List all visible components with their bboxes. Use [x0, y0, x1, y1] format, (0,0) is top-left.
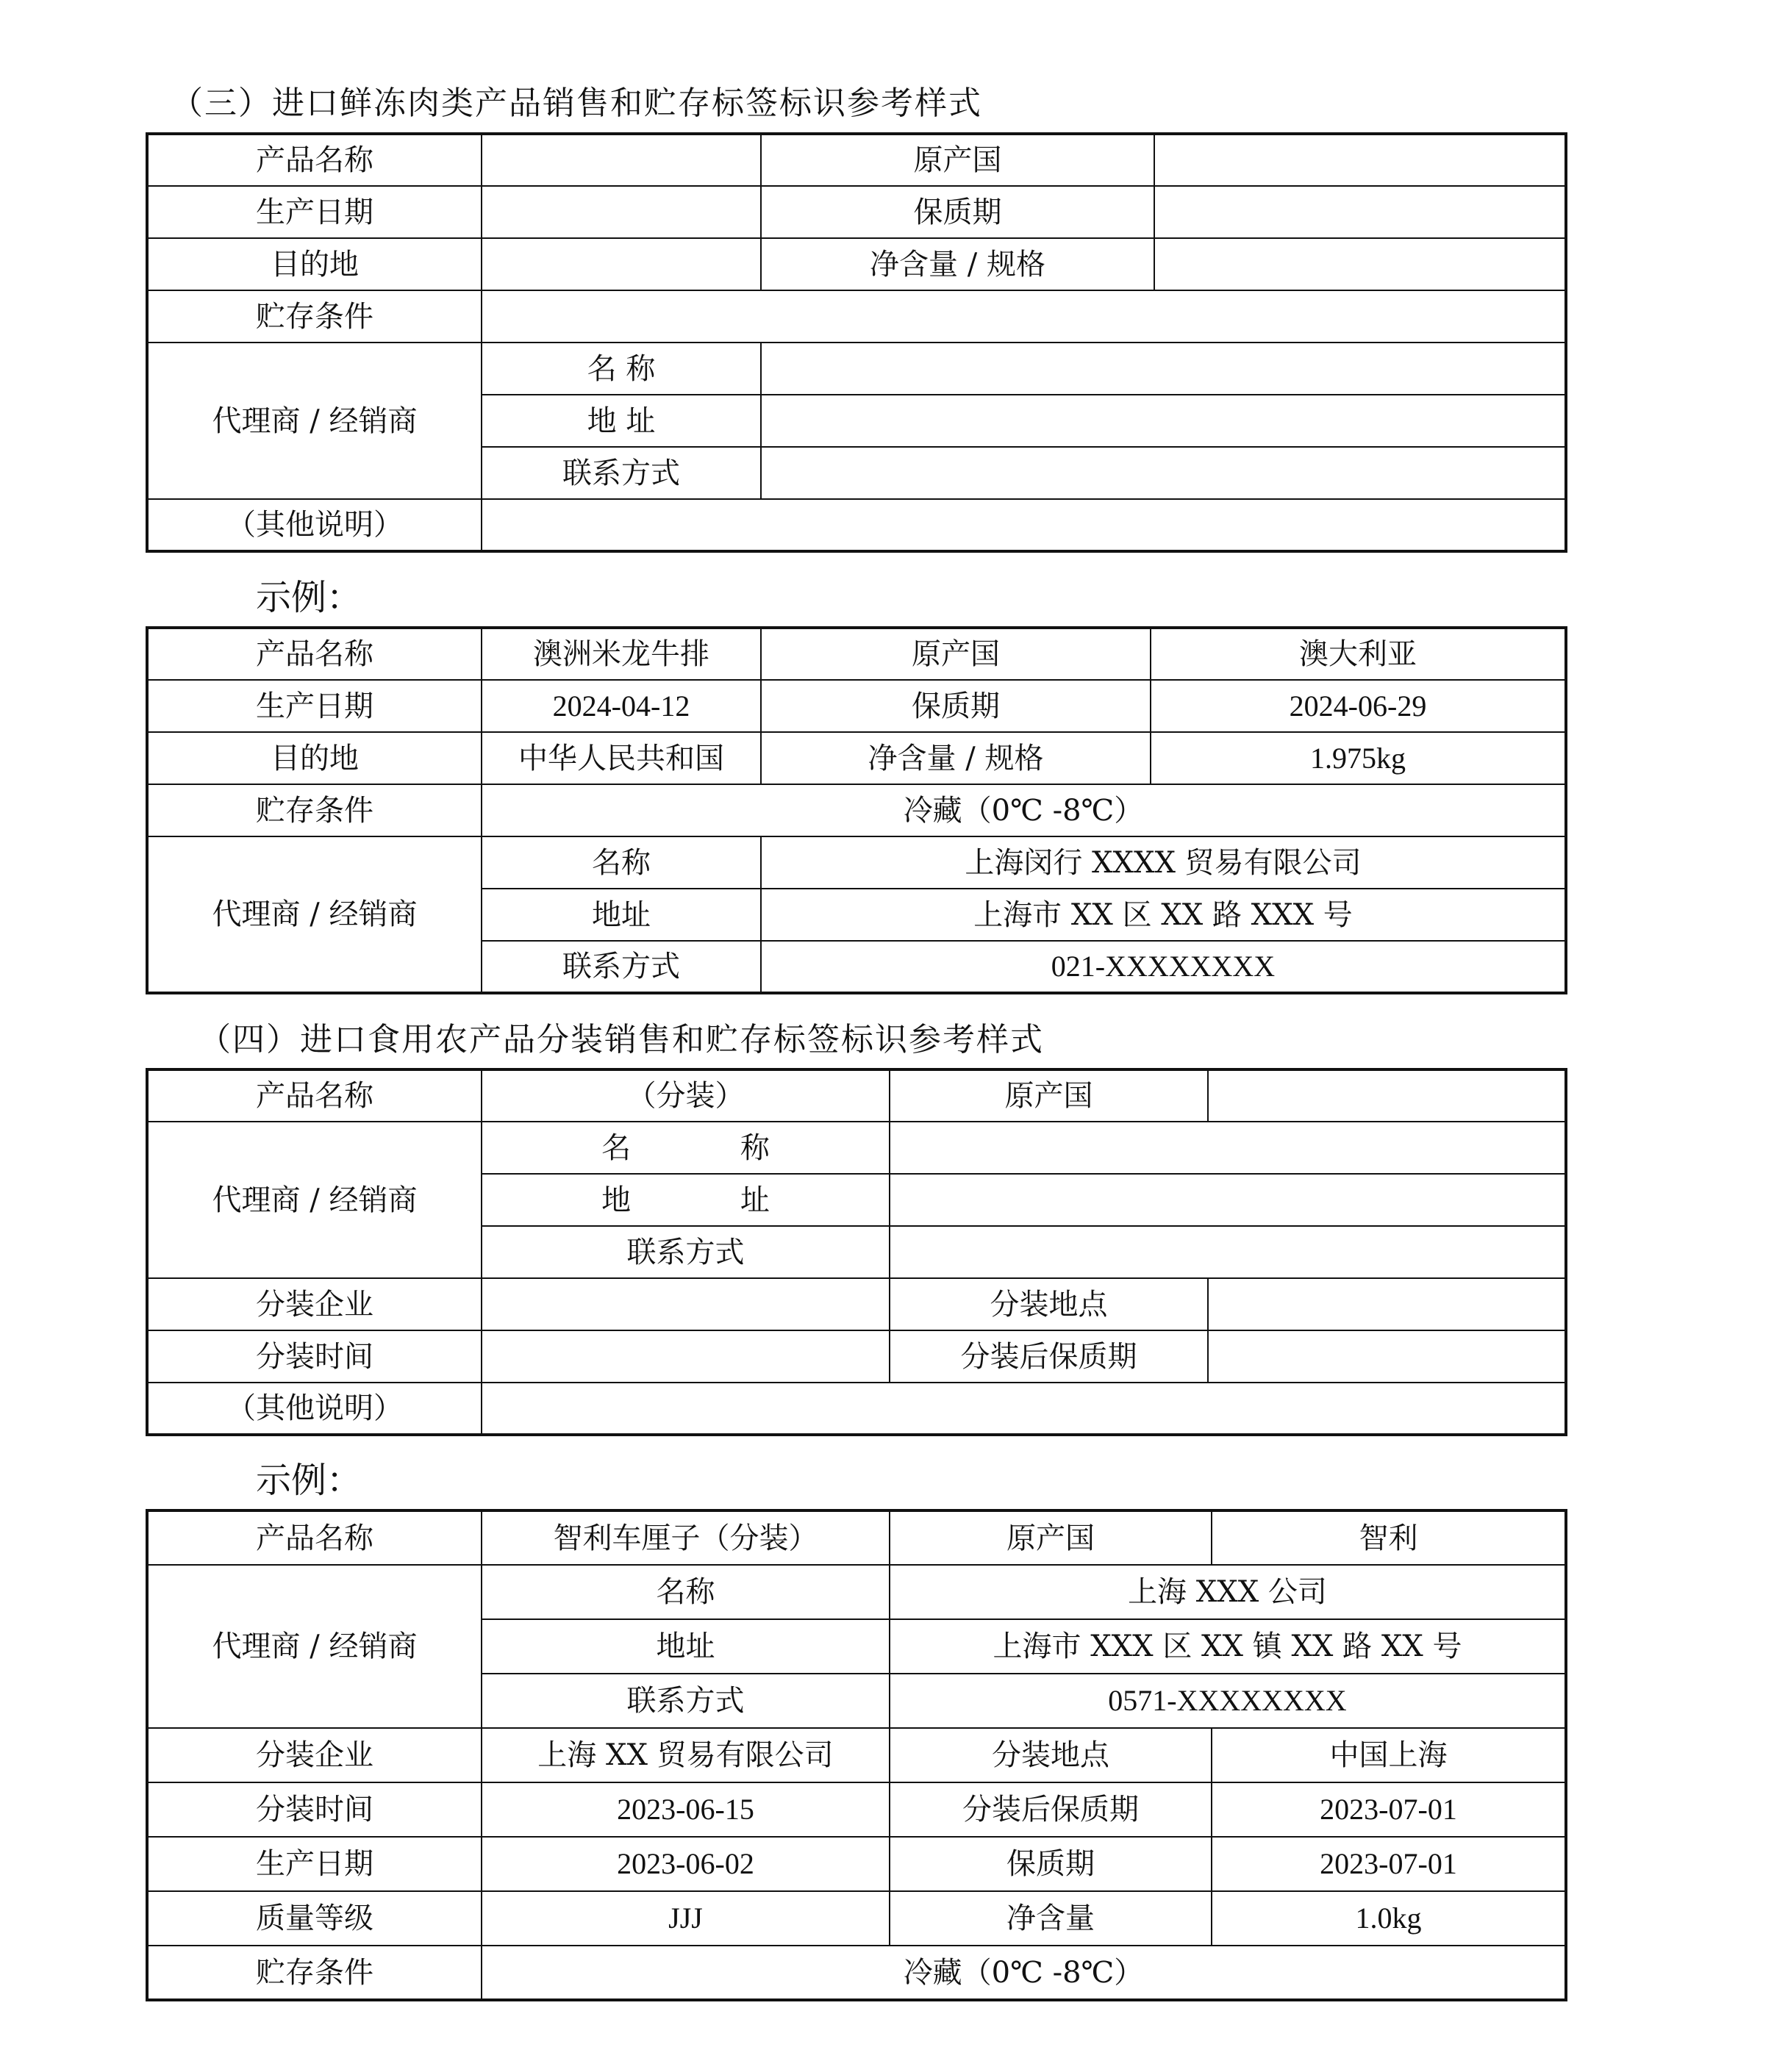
example-label: 示例：	[256, 577, 362, 618]
net-content-value: 1.975kg	[1151, 732, 1566, 784]
agent-name-label: 名 称	[482, 1122, 890, 1174]
agent-contact-label: 联系方式	[482, 447, 761, 499]
agent-name-value: 上海 XXX 公司	[890, 1565, 1566, 1619]
shelf-life-field[interactable]	[1154, 186, 1566, 238]
shelf-life-label: 保质期	[761, 680, 1151, 732]
storage-value: 冷藏（0℃ -8℃）	[482, 1946, 1566, 2000]
production-date-value: 2024-04-12	[482, 680, 761, 732]
repack-company-label: 分装企业	[147, 1728, 482, 1782]
meat-label-template-table	[146, 132, 1567, 553]
repack-company-value: 上海 XX 贸易有限公司	[482, 1728, 890, 1782]
storage-value: 冷藏（0℃ -8℃）	[482, 784, 1566, 836]
section3-heading: （三）进口鲜冻肉类产品销售和贮存标签标识参考样式	[171, 85, 982, 122]
repack-shelf-life-label: 分装后保质期	[890, 1782, 1212, 1837]
other-notes-field[interactable]	[482, 499, 1566, 551]
meat-label-example-table	[146, 626, 1567, 994]
product-name-value: 澳洲米龙牛排	[482, 628, 761, 680]
production-date-label: 生产日期	[147, 186, 482, 238]
agent-address-value: 上海市 XXX 区 XX 镇 XX 路 XX 号	[890, 1619, 1566, 1674]
storage-field[interactable]	[482, 290, 1566, 343]
destination-label: 目的地	[147, 732, 482, 784]
grade-value: JJJ	[482, 1891, 890, 1946]
other-notes-label: （其他说明）	[147, 1383, 482, 1435]
origin-label: 原产国	[761, 628, 1151, 680]
agent-contact-label: 联系方式	[482, 941, 761, 993]
origin-field[interactable]	[1154, 134, 1566, 186]
origin-label: 原产国	[761, 134, 1154, 186]
repack-time-field[interactable]	[482, 1330, 890, 1383]
example-label: 示例：	[256, 1460, 362, 1501]
repack-place-label: 分装地点	[890, 1728, 1212, 1782]
origin-value: 智利	[1212, 1510, 1566, 1565]
repack-shelf-life-value: 2023-07-01	[1212, 1782, 1566, 1837]
shelf-life-value: 2024-06-29	[1151, 680, 1566, 732]
net-content-field[interactable]	[1154, 238, 1566, 290]
agent-label: 代理商 / 经销商	[147, 1565, 482, 1728]
agent-address-field[interactable]	[761, 395, 1566, 447]
origin-label: 原产国	[890, 1069, 1208, 1122]
production-date-label: 生产日期	[147, 1837, 482, 1891]
destination-value: 中华人民共和国	[482, 732, 761, 784]
storage-label: 贮存条件	[147, 1946, 482, 2000]
agent-address-value: 上海市 XX 区 XX 路 XXX 号	[761, 889, 1566, 941]
production-date-label: 生产日期	[147, 680, 482, 732]
agent-name-field[interactable]	[890, 1122, 1566, 1174]
repack-place-value: 中国上海	[1212, 1728, 1566, 1782]
agent-contact-label: 联系方式	[482, 1674, 890, 1728]
repack-company-label: 分装企业	[147, 1278, 482, 1330]
other-notes-field[interactable]	[482, 1383, 1566, 1435]
destination-label: 目的地	[147, 238, 482, 290]
agent-address-label: 地址	[482, 889, 761, 941]
repack-company-field[interactable]	[482, 1278, 890, 1330]
section4-heading: （四）进口食用农产品分装销售和贮存标签标识参考样式	[199, 1021, 1044, 1058]
net-content-label: 净含量 / 规格	[761, 732, 1151, 784]
agent-contact-label: 联系方式	[482, 1226, 890, 1278]
repack-label-template-table	[146, 1068, 1567, 1436]
agent-address-field[interactable]	[890, 1174, 1566, 1226]
net-content-value: 1.0kg	[1212, 1891, 1566, 1946]
agent-label: 代理商 / 经销商	[147, 343, 482, 499]
agent-name-label: 名称	[482, 836, 761, 889]
repack-time-value: 2023-06-15	[482, 1782, 890, 1837]
repack-label-example-table	[146, 1509, 1567, 2001]
repack-place-label: 分装地点	[890, 1278, 1208, 1330]
agent-address-label: 地 址	[482, 395, 761, 447]
agent-contact-field[interactable]	[890, 1226, 1566, 1278]
agent-name-value: 上海闵行 XXXX 贸易有限公司	[761, 836, 1566, 889]
agent-label: 代理商 / 经销商	[147, 836, 482, 993]
product-name-field[interactable]: （分装）	[482, 1069, 890, 1122]
repack-shelf-life-field[interactable]	[1208, 1330, 1566, 1383]
shelf-life-label: 保质期	[890, 1837, 1212, 1891]
origin-field[interactable]	[1208, 1069, 1566, 1122]
agent-name-label: 名 称	[482, 343, 761, 395]
product-name-field[interactable]	[482, 134, 761, 186]
product-name-label: 产品名称	[147, 628, 482, 680]
grade-label: 质量等级	[147, 1891, 482, 1946]
storage-label: 贮存条件	[147, 784, 482, 836]
other-notes-label: （其他说明）	[147, 499, 482, 551]
agent-name-label: 名称	[482, 1565, 890, 1619]
agent-label: 代理商 / 经销商	[147, 1122, 482, 1278]
agent-address-label: 地址	[482, 1619, 890, 1674]
agent-name-field[interactable]	[761, 343, 1566, 395]
agent-contact-field[interactable]	[761, 447, 1566, 499]
product-name-label: 产品名称	[147, 1510, 482, 1565]
origin-label: 原产国	[890, 1510, 1212, 1565]
shelf-life-label: 保质期	[761, 186, 1154, 238]
production-date-value: 2023-06-02	[482, 1837, 890, 1891]
repack-shelf-life-label: 分装后保质期	[890, 1330, 1208, 1383]
destination-field[interactable]	[482, 238, 761, 290]
origin-value: 澳大利亚	[1151, 628, 1566, 680]
repack-place-field[interactable]	[1208, 1278, 1566, 1330]
production-date-field[interactable]	[482, 186, 761, 238]
net-content-label: 净含量 / 规格	[761, 238, 1154, 290]
agent-address-label: 地 址	[482, 1174, 890, 1226]
net-content-label: 净含量	[890, 1891, 1212, 1946]
product-name-label: 产品名称	[147, 1069, 482, 1122]
product-name-value: 智利车厘子（分装）	[482, 1510, 890, 1565]
storage-label: 贮存条件	[147, 290, 482, 343]
repack-time-label: 分装时间	[147, 1782, 482, 1837]
agent-contact-value: 021-XXXXXXXX	[761, 941, 1566, 993]
shelf-life-value: 2023-07-01	[1212, 1837, 1566, 1891]
repack-time-label: 分装时间	[147, 1330, 482, 1383]
product-name-label: 产品名称	[147, 134, 482, 186]
agent-contact-value: 0571-XXXXXXXX	[890, 1674, 1566, 1728]
